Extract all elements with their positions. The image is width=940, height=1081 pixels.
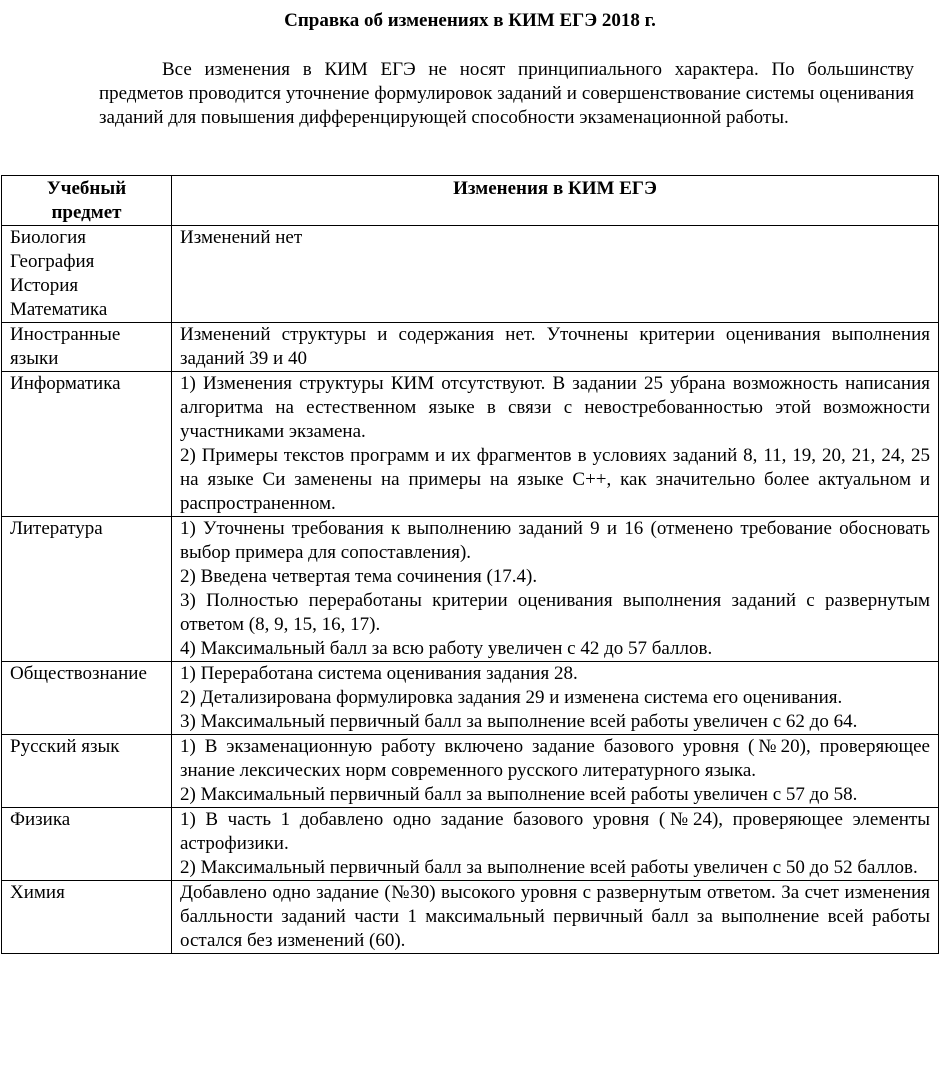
subject-name: Обществознание [10,663,147,684]
subject-name: Иностранные языки [10,324,121,369]
subject-name: Химия [10,882,65,903]
table-row [2,226,939,323]
subject-cell [2,226,172,323]
changes-table [1,175,939,954]
subject-name: Математика [10,299,108,320]
table-row [2,735,939,808]
subject-name: Физика [10,809,71,830]
change-item: 4) Максимальный балл за всю работу увеличен с 42 до 57 баллов. [180,638,713,659]
subject-name: История [10,275,79,296]
subject-cell [2,662,172,735]
subject-name: Русский язык [10,736,120,757]
table-row [2,372,939,517]
change-item: Изменений структуры и содержания нет. Уточнены критерии оценивания выполнения заданий 39 и 40 [180,324,930,369]
change-item: 3) Полностью переработаны критерии оценивания выполнения заданий с развернутым ответом (8, 9, 15, 16, 17). [180,590,930,635]
table-row [2,662,939,735]
table-row [2,881,939,954]
changes-cell [172,517,939,662]
table-row [2,323,939,372]
changes-cell [172,808,939,881]
table-header-row [2,176,939,226]
subject-name: Литература [10,518,103,539]
subject-cell [2,372,172,517]
changes-cell [172,881,939,954]
subject-name: Информатика [10,373,121,394]
change-item: 2) Детализирована формулировка задания 29 и изменена система его оценивания. [180,687,843,708]
change-item: 2) Максимальный первичный балл за выполнение всей работы увеличен с 50 до 52 баллов. [180,857,918,878]
changes-cell [172,372,939,517]
header-changes: Изменения в КИМ ЕГЭ [172,176,939,226]
subject-cell [2,808,172,881]
change-item: Изменений нет [180,227,303,248]
change-item: Добавлено одно задание (№30) высокого уровня с развернутым ответом. За счет изменения балльности заданий части 1 максимальный первичный балл за выполнение всей работы остался без изменений (60). [180,882,930,951]
header-subject: Учебный предмет [2,176,172,226]
change-item: 2) Максимальный первичный балл за выполнение всей работы увеличен с 57 до 58. [180,784,858,805]
subject-cell [2,323,172,372]
changes-cell [172,226,939,323]
intro-paragraph: Все изменения в КИМ ЕГЭ не носят принципиального характера. По большинству предметов проводится уточнение формулировок заданий и совершенствование системы оценивания заданий для повышения дифференцирующей способности экзаменационной работы. [99,59,914,128]
change-item: 1) В часть 1 добавлено одно задание базового уровня (№24), проверяющее элементы астрофизики. [180,809,930,854]
subject-cell [2,517,172,662]
subject-name: География [10,251,95,272]
subject-cell [2,735,172,808]
change-item: 1) В экзаменационную работу включено задание базового уровня (№20), проверяющее знание лексических норм современного русского литературного языка. [180,736,930,781]
document-title: Справка об изменениях в КИМ ЕГЭ 2018 г. [284,10,656,31]
change-item: 1) Уточнены требования к выполнению заданий 9 и 16 (отменено требование обосновать выбор примера для сопоставления). [180,518,930,563]
changes-cell [172,323,939,372]
changes-cell [172,735,939,808]
change-item: 2) Введена четвертая тема сочинения (17.4). [180,566,538,587]
subject-cell [2,881,172,954]
change-item: 2) Примеры текстов программ и их фрагментов в условиях заданий 8, 11, 19, 20, 21, 24, 25 на языке Си заменены на примеры на языке С++, как значительно более актуальном и распространенном. [180,445,930,514]
change-item: 1) Переработана система оценивания задания 28. [180,663,578,684]
table-row [2,517,939,662]
change-item: 1) Изменения структуры КИМ отсутствуют. В задании 25 убрана возможность написания алгоритма на естественном языке в связи с невостребованностью этой возможности участниками экзамена. [180,373,930,442]
changes-cell [172,662,939,735]
change-item: 3) Максимальный первичный балл за выполнение всей работы увеличен с 62 до 64. [180,711,858,732]
subject-name: Биология [10,227,87,248]
table-row [2,808,939,881]
